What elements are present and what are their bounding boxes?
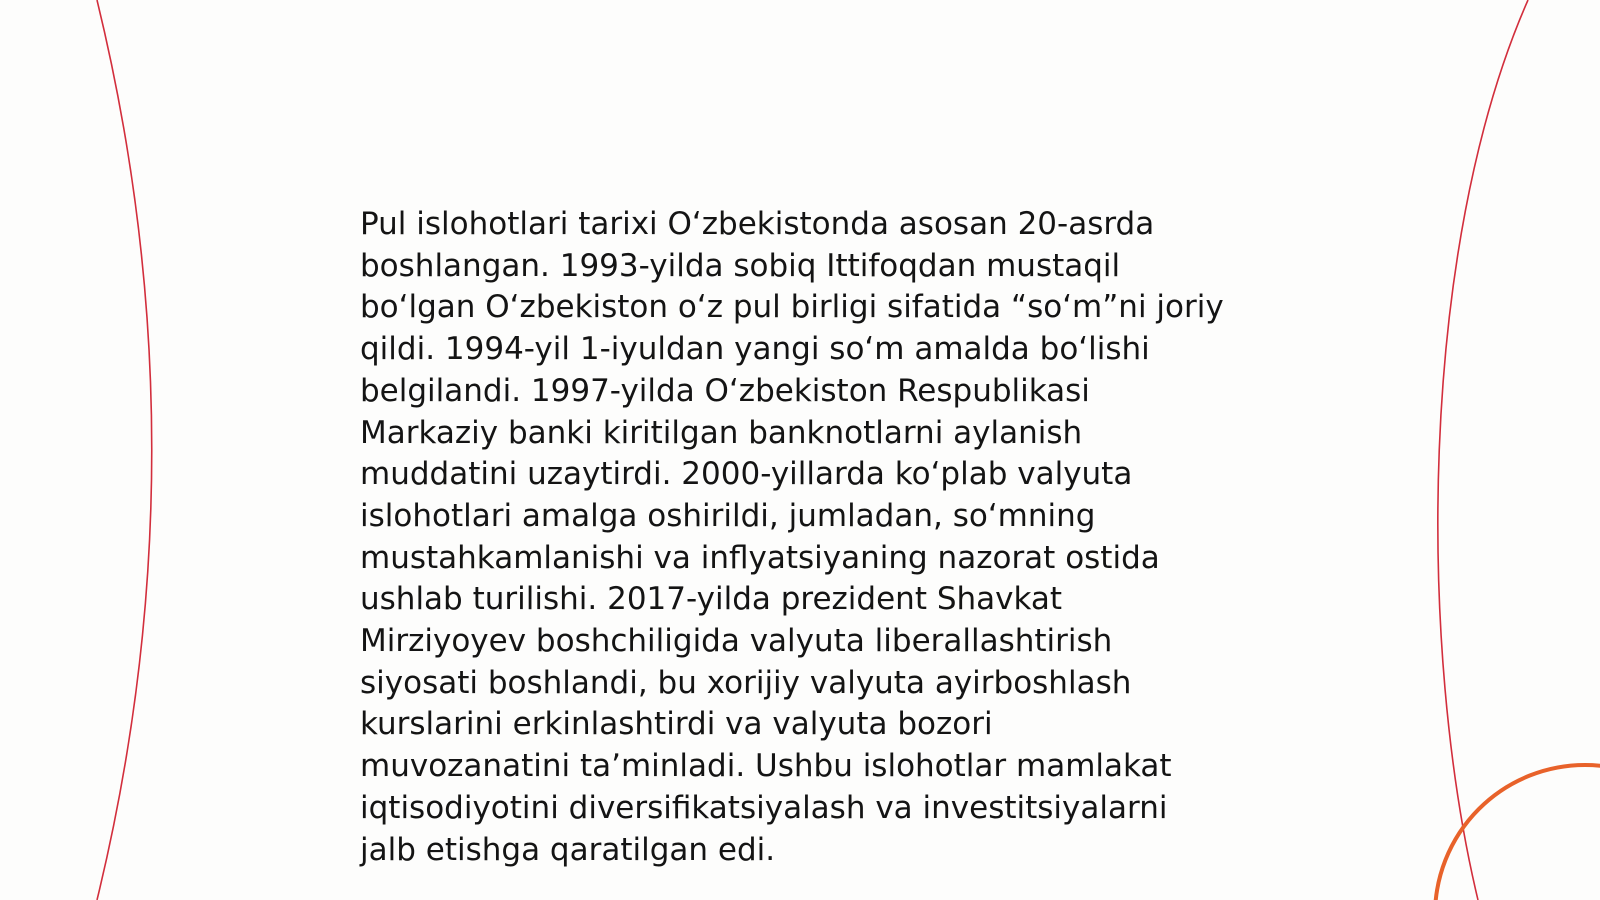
right-curve-icon [1438, 0, 1528, 900]
paragraph-line: jalb etishga qaratilgan edi. [360, 831, 776, 868]
body-paragraph [360, 204, 1260, 871]
paragraph-line: Mirziyoyev boshchiligida valyuta liberallashtirish [360, 623, 1113, 660]
paragraph-line: belgilandi. 1997-yilda Oʻzbekiston Respublikasi [360, 372, 1090, 409]
paragraph-line: muvozanatini taʼminladi. Ushbu islohotlar mamlakat [360, 748, 1172, 785]
paragraph-line: iqtisodiyotini diversifikatsiyalash va investitsiyalarni [360, 789, 1168, 826]
paragraph-line: siyosati boshlandi, bu xorijiy valyuta ayirboshlash [360, 664, 1132, 701]
orange-arc-icon [1435, 765, 1600, 900]
paragraph-line: kurslarini erkinlashtirdi va valyuta bozori [360, 706, 993, 743]
paragraph-line: mustahkamlanishi va inflyatsiyaning nazorat ostida [360, 539, 1160, 576]
paragraph-line: ushlab turilishi. 2017-yilda prezident Shavkat [360, 581, 1063, 618]
paragraph-line: muddatini uzaytirdi. 2000-yillarda koʻplab valyuta [360, 456, 1133, 493]
paragraph-line: qildi. 1994-yil 1-iyuldan yangi soʻm amalda boʻlishi [360, 331, 1150, 368]
paragraph-line: boʻlgan Oʻzbekiston oʻz pul birligi sifatida “soʻm”ni joriy [360, 289, 1224, 326]
paragraph-line: islohotlari amalga oshirildi, jumladan, soʻmning [360, 497, 1096, 534]
left-curve-icon [97, 0, 152, 900]
paragraph-line: Pul islohotlari tarixi Oʻzbekistonda asosan 20-asrda [360, 206, 1155, 242]
paragraph-line: boshlangan. 1993-yilda sobiq Ittifoqdan mustaqil [360, 247, 1121, 284]
paragraph-line: Markaziy banki kiritilgan banknotlarni aylanish [360, 414, 1083, 451]
